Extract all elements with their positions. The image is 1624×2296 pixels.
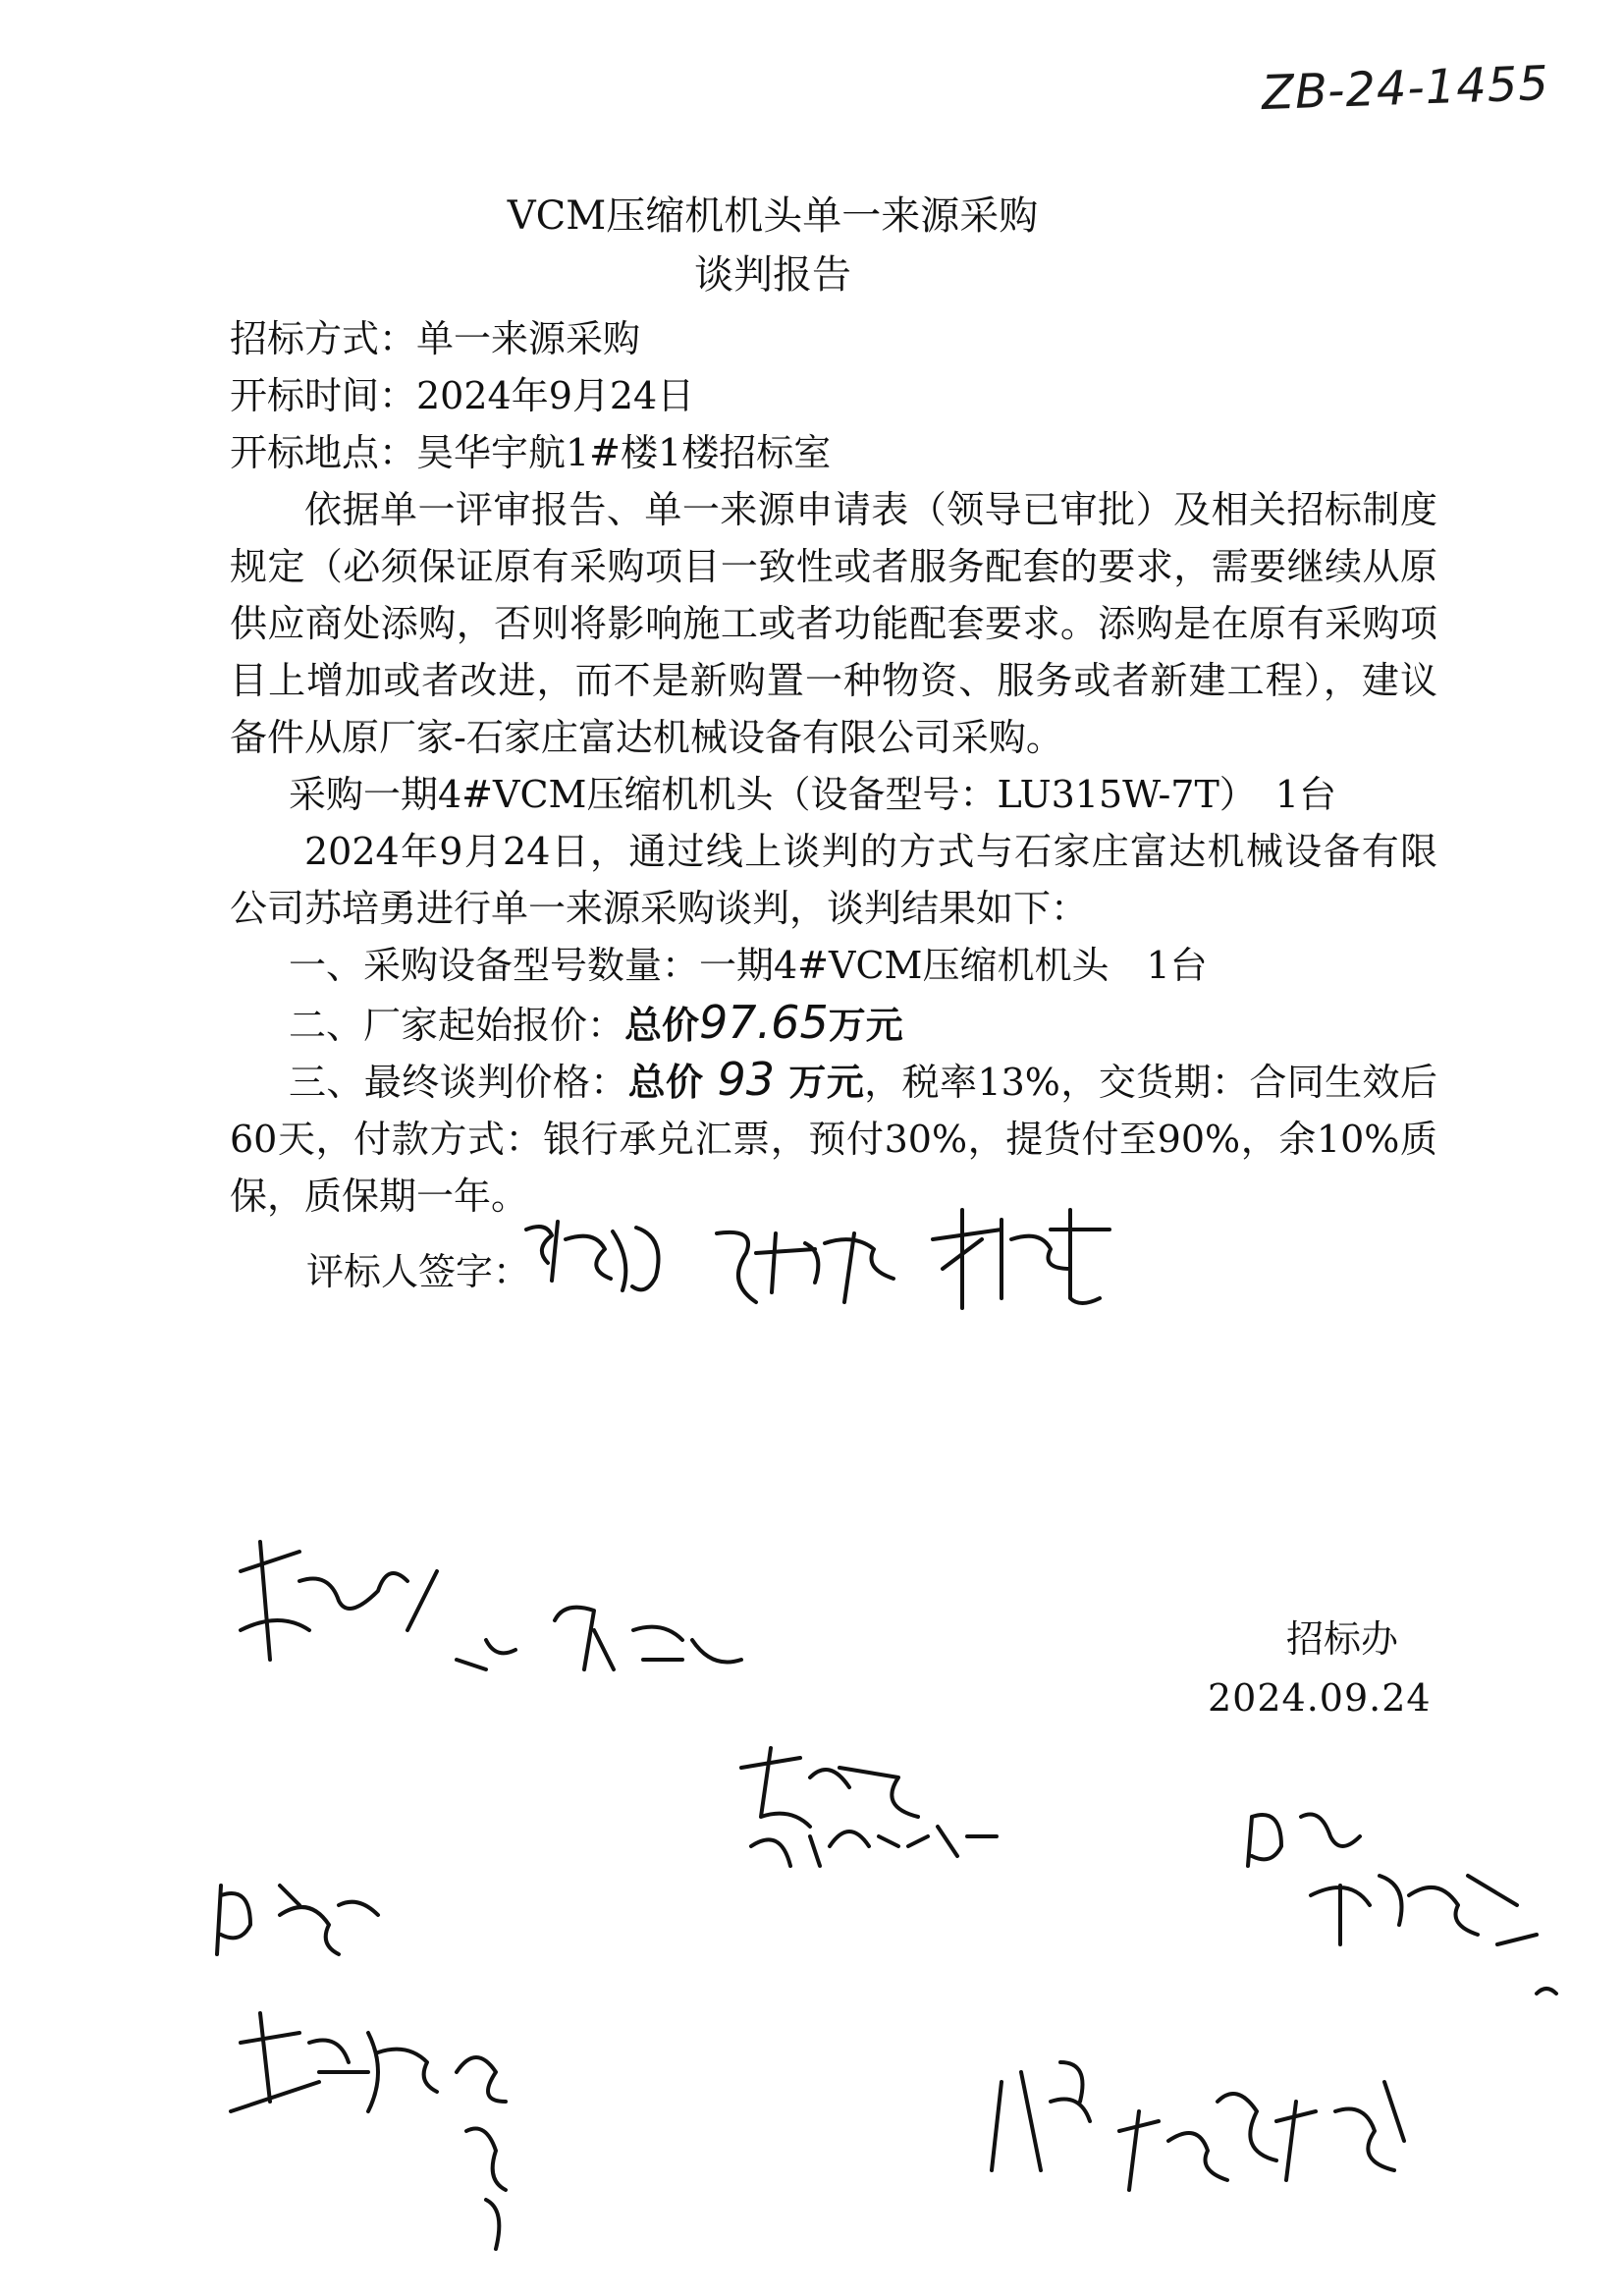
signature-7: [1242, 1797, 1566, 2013]
result-item-2: [289, 994, 903, 1054]
bidding-office: 招标办: [1286, 1617, 1399, 1661]
document-subtitle: 谈判报告: [694, 252, 851, 298]
signature-5: [722, 1738, 1036, 1876]
signature-4: [221, 1512, 751, 1719]
basis-paragraph: 依据单一评审报告、单一来源申请表（领导已审批）及相关招标制度规定（必须保证原有采购项目一致性或者服务配套的要求，需要继续从原供应商处添购，否则将影响施工或者功能配套要求。添购是在原有采购项目上增加或者改进，而不是新购置一种物资、服务或者新建工程），建议备件从原厂家-石家庄富达机械设备有限公司采购。: [230, 488, 1437, 759]
result-3-terms: ，税率13%，交货期：合同生效后60天，付款方式：银行承兑汇票，预付30%，提货付至90%，余10%质保，质保期一年。: [230, 1061, 1437, 1218]
evaluator-signature-label: 评标人签字：: [306, 1250, 531, 1293]
bid-opening-time: 开标时间：2024年9月24日: [230, 374, 695, 417]
result-3-handwritten-price: 93: [717, 1053, 776, 1106]
negotiation-paragraph: 2024年9月24日，通过线上谈判的方式与石家庄富达机械设备有限公司苏培勇进行单一来源采购谈判，谈判结果如下：: [230, 830, 1437, 930]
result-3-unit: 万元: [788, 1060, 865, 1104]
result-2-handwritten-price: 97.65: [699, 996, 829, 1049]
document-title: VCM压缩机机头单一来源采购: [507, 193, 1039, 239]
handwritten-document-number: ZB-24-1455: [1261, 55, 1550, 122]
result-2-total-label: 总价: [624, 1003, 700, 1047]
bidding-office-date: 2024.09.24: [1208, 1676, 1432, 1720]
result-item-1: 一、采购设备型号数量：一期4#VCM压缩机机头 1台: [289, 944, 1208, 987]
signature-3: [923, 1200, 1119, 1318]
bidding-method: 招标方式：单一来源采购: [230, 317, 641, 360]
result-item-3: [230, 1051, 1437, 1225]
signature-9: [982, 2043, 1434, 2210]
signature-2: [707, 1214, 913, 1322]
procurement-item: 采购一期4#VCM压缩机机头（设备型号：LU315W-7T） 1台: [289, 773, 1336, 816]
result-3-prefix: 三、最终谈判价格：: [289, 1061, 628, 1104]
result-3-total-label: 总价: [627, 1060, 704, 1104]
signature-8: [221, 2003, 545, 2269]
result-2-prefix: 二、厂家起始报价：: [289, 1004, 625, 1047]
result-2-unit: 万元: [828, 1003, 903, 1047]
signature-1: [518, 1210, 685, 1298]
bid-opening-place: 开标地点：昊华宇航1#楼1楼招标室: [230, 431, 832, 474]
signature-6: [201, 1866, 398, 1974]
